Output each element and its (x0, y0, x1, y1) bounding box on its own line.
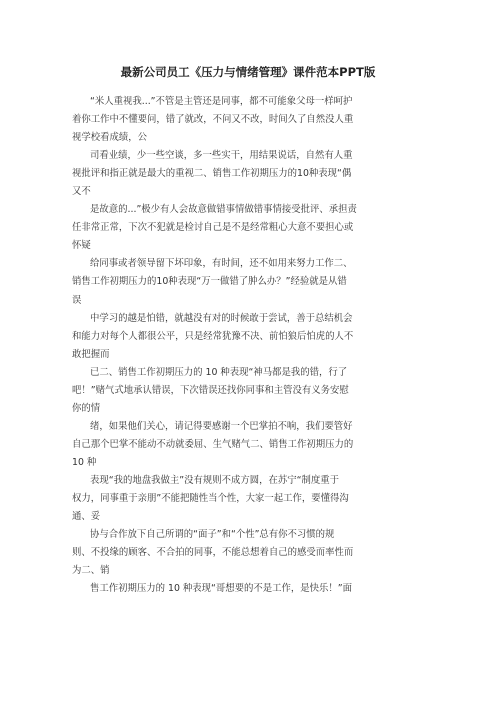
paragraph-line: 则、不投缘的顾客、不合拍的同事，不能总想着自己的感受而率性而 (72, 547, 354, 559)
paragraph-line: 10 种 (72, 456, 97, 468)
paragraph-line: 协与合作放下自己所谓的“面子”和“个性”总有你不习惯的规 (90, 529, 335, 541)
paragraph-line: 任非常正常，下次不犯就是检讨自己是不是经常粗心大意不要担心或 (72, 222, 354, 234)
paragraph-line: 你的情 (72, 402, 101, 414)
paragraph-line: 敢把握而 (72, 348, 110, 360)
paragraph-line: 又不 (72, 186, 91, 198)
document-title: 最新公司员工《压力与情绪管理》课件范本PPT版 (120, 65, 376, 79)
paragraph-line: 司看业绩，少一些空谈，多一些实干，用结果说话，自然有人重 (90, 150, 353, 162)
paragraph-line: 视学校看成绩，公 (72, 132, 148, 144)
paragraph-line: 吧！”赌气式地承认错误，下次错误还找你同事和主管没有义务安慰 (72, 384, 349, 396)
paragraph-line: 已二、销售工作初期压力的 10 种表现“神马都是我的错，行了 (90, 366, 348, 378)
document-body (72, 93, 434, 598)
paragraph-line: 怀疑 (72, 240, 91, 252)
paragraph-line: 着你工作中不懂要问，错了就改，不问又不改，时间久了自然没人重 (72, 114, 354, 126)
paragraph-line: 给同事或者领导留下坏印象，有时间，还不如用来努力工作二、 (90, 258, 353, 270)
paragraph-line: 售工作初期压力的 10 种表现“哥想要的不是工作，是快乐！”面 (90, 583, 352, 595)
paragraph-line: “米人重视我...”不管是主管还是同事，都不可能象父母一样呵护 (90, 96, 353, 107)
paragraph-line: 和能力对每个人都很公平，只是经常犹豫不决、前怕狼后怕虎的人不 (72, 330, 354, 342)
paragraph-line: 自己那个巴掌不能动不动就委屈、生气赌气二、销售工作初期压力的 (72, 438, 354, 450)
paragraph-line: 权力，同事重于亲朋”不能把随性当个性，大家一起工作，要懂得沟 (72, 493, 349, 505)
paragraph-line: 误 (72, 294, 82, 306)
paragraph-line: 表现“我的地盘我做主”没有规则不成方圆，在苏宁“制度重于 (90, 474, 339, 486)
paragraph-line: 通、妥 (72, 511, 101, 523)
paragraph-line: 销售工作初期压力的10种表现“万一做错了肿么办？”经验就是从错 (72, 276, 347, 288)
paragraph-line: 中学习的越是怕错，就越没有对的时候敢于尝试，善于总结机会 (90, 312, 353, 324)
paragraph-line: 是故意的...”极少有人会故意做错事情做错事情接受批评、承担责 (90, 204, 357, 216)
paragraph-line: 为二、销 (72, 565, 110, 577)
paragraph-line: 视批评和指正就是最大的重视二、销售工作初期压力的10种表现“偶 (72, 168, 352, 180)
paragraph-line: 绪，如果他们关心，请记得要感谢一个巴掌拍不响，我们要管好 (90, 420, 353, 432)
